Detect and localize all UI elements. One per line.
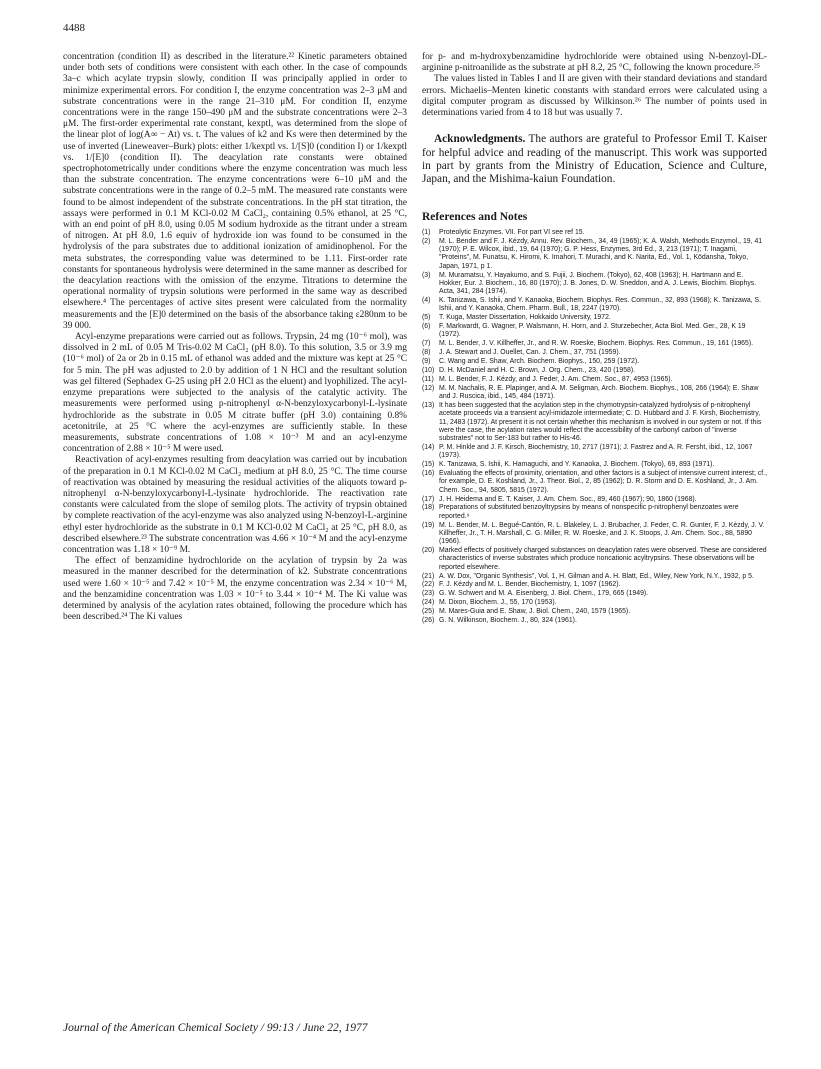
references-title: References and Notes <box>422 210 528 223</box>
page-number: 4488 <box>63 22 85 34</box>
reference-text: K. Tanizawa, S. Ishii, and Y. Kanaoka, Biochem. Biophys. Res. Commun., 32, 893 (1968); K. Tanizawa, S. Ishii, and Y. Kanaoka, Chem. Pharm. Bull., 18, 2247 (1970). <box>439 297 761 313</box>
reference-item <box>422 402 767 443</box>
reference-number: (11) <box>422 375 434 383</box>
reference-number: (14) <box>422 443 435 451</box>
reference-text: Evaluating the effects of proximity, orientation, and other factors is a subject of intensive current interest; cf., for example, D. E. Koshland, Jr., J. Theor. Biol., 2, 85 (1962); D. R. Storm and D. E. Koshland, Jr., J. Am. Chem. Soc., 94, 5805, 5815 (1972). <box>439 470 767 494</box>
reference-text: M. Dixon, Biochem. J., 55, 170 (1953). <box>439 599 557 607</box>
reference-text: T. Kuga, Master Dissertation, Hokkaido University, 1972. <box>439 314 611 322</box>
reference-item <box>422 461 767 469</box>
reference-text: J. A. Stewart and J. Ouellet, Can. J. Chem., 37, 751 (1959). <box>439 349 621 357</box>
paragraph-benzamidine-effect: The effect of benzamidine hydrochloride on the acylation of trypsin by 2a was measured in the manner described for the determination of k2. Substrate concentrations used were 1.60 × 10⁻⁵ and 7.42 × 10⁻⁵ M, the enzyme concentration was 2.34 × 10⁻⁶ M, and the benzamidine concentration was 1.03 × 10⁻⁵ to 3.44 × 10⁻⁴ M. The Ki value was determined by analysis of the acylation rates obtained, following the procedure which has been described.²⁴ The Ki values <box>63 556 407 623</box>
references-list <box>422 229 767 626</box>
reference-item <box>422 470 767 495</box>
reference-item <box>422 367 767 375</box>
paragraph-acyl-enzyme-preparation: Acyl-enzyme preparations were carried out as follows. Trypsin, 24 mg (10⁻⁶ mol), was dissolved in 2 mL of 0.05 M Tris-0.02 M CaCl₂ (pH 8.0). To this solution, 3.5 or 3.9 mg (10⁻⁶ mol) of 2a or 2b in 0.15 mL of ethanol was added and the mixture was kept at 25 °C for 5 min. The pH was adjusted to 2.0 by addition of 1 N HCl and the resultant solution was gel filtered (Sephadex G-25 using pH 2.0 HCl as the eluent) and lyophilized. The acyl-enzyme preparations were subjected to the analysis of the catalytic activity. The measurements were performed using p-nitrophenyl α-N-benzyloxycarbonyl-L-lysinate hydrochloride as the substrate in 0.05 M citrate buffer (pH 3.0) containing 0.8% acetonitrile, at 25 °C where the acyl-enzymes are sufficiently stable. In these measurements, substrate concentrations of 1.08 × 10⁻³ M and an acyl-enzyme concentration of 2.88 × 10⁻⁵ M were used. <box>63 332 407 455</box>
reference-item <box>422 340 767 348</box>
journal-footer: Journal of the American Chemical Society / 99:13 / June 22, 1977 <box>63 1022 368 1034</box>
reference-number: (15) <box>422 461 435 469</box>
reference-item <box>422 444 767 461</box>
reference-text: G. W. Schwert and M. A. Eisenberg, J. Biol. Chem., 179, 665 (1949). <box>439 590 649 598</box>
reference-text: M. L. Bender and F. J. Kézdy, Annu. Rev. Biochem., 34, 49 (1965); K. A. Walsh, Methods Enzymol., 19, 41 (1970); P. E. Wilcox, ibid., 19, 64 (1970); G. P. Hess, Enzymes, 3rd Ed., 3, 213 (1971); T. Inagami, "Proteins", M. Funatsu, K. Hiromi, K. Imahori, T. Murachi, and K. Narita, Ed., Vol. 1, Kōdansha, Tokyo, Japan, 1971, p 1. <box>439 237 763 270</box>
reference-number: (10) <box>422 366 435 374</box>
reference-item <box>422 573 767 581</box>
reference-item <box>422 617 767 625</box>
reference-item <box>422 522 767 547</box>
reference-number: (24) <box>422 599 435 607</box>
reference-item <box>422 581 767 589</box>
reference-number: (6) <box>422 323 431 331</box>
reference-item <box>422 323 767 340</box>
acknowledgments-text: The authors are grateful to Professor Emil T. Kaiser for helpful advice and reading of the manuscript. This work was supported in part by grants from the Ministry of Education, Science and Culture, Japan, and the Mishima-kaiun Foundation. <box>422 133 767 186</box>
reference-item <box>422 590 767 598</box>
reference-number: (8) <box>422 349 431 357</box>
reference-number: (1) <box>422 228 431 236</box>
reference-number: (23) <box>422 590 435 598</box>
acknowledgments <box>422 133 767 187</box>
reference-number: (16) <box>422 470 435 478</box>
reference-text: K. Tanizawa, S. Ishii, K. Hamaguchi, and Y. Kanaoka, J. Biochem. (Tokyo), 69, 893 (1971). <box>439 461 715 469</box>
reference-item <box>422 496 767 504</box>
paragraph-kinetic-conditions: concentration (condition II) as described in the literature.²² Kinetic parameters obtained under both sets of conditions were consistent with each other. In the case of compounds 3a–c which acylate trypsin slowly, condition II was principally applied in order to minimize experimental errors. For condition I, the enzyme concentration was 2–3 μM and substrate concentrations were in the range 21–310 μM. For condition II, enzyme concentrations were in the range 150–490 μM and the substrate concentrations were 2–3 μM. The first-order experimental rate constant, kexptl, was determined from the slope of the linear plot of log(A∞ − At) vs. t. The values of k2 and Ks were then determined by the use of inverted (Lineweaver–Burk) plots: either 1/kexptl vs. 1/[S]0 (condition I) or 1/kexptl vs. 1/[E]0 (condition II). The deacylation rate constants were obtained spectrophotometrically under conditions where the enzyme concentration was much less than the substrate concentration. The enzyme concentrations were 6–10 μM and the substrate concentrations were in the range of 0.2–5 mM. The measured rate constants were found to be almost independent of the substrate concentrations. In the pH stat titration, the assays were performed in 0.1 M KCl-0.02 M CaCl₂, containing 0.5% ethanol, at 25 °C, with an end point of pH 8.0, using 0.05 M sodium hydroxide as the titrant under a stream of nitrogen. At pH 8.0, 1.6 equiv of hydroxide ion was found to be consumed in the hydrolysis of the para substrates due to additional ionization of amidinophenol. For the meta substrates, the corresponding value was determined to be 1.11. First-order rate constants for spontaneous hydrolysis were determined in the same manner as described for the deacylation reactions with the omission of the enzyme. Titrations to determine the operational normality of trypsin solutions were performed in the same way as described elsewhere.⁴ The percentages of active sites present were calculated from the normality measurements and the [E]0 determined on the basis of the absorbance taking ε280nm to be 39 000. <box>63 52 407 331</box>
reference-text: It has been suggested that the acylation step in the chymotrypsin-catalyzed hydrolysis of p-nitrophenyl acetate proceeds via a transient acyl-imidazole intermediate; C. D. Hubbard and J. F. Kirsh, Biochemistry, 11, 2483 (1972). At present it is not certain whether this mechanism is involved in our system or not. If this were the case, the acylation rates would reflect the accessibility of the carbonyl carbon of "inverse substrates" not to Ser-183 but rather to His-46. <box>439 401 762 443</box>
reference-item <box>422 238 767 271</box>
reference-text: Preparations of substituted benzoyltrypsins by means of nonspecific p-nitrophenyl benzoates were reported.⁹ <box>439 504 739 520</box>
paragraph-reactivation: Reactivation of acyl-enzymes resulting from deacylation was carried out by incubation of the preparation in 0.1 M KCl-0.02 M CaCl₂ medium at pH 8.0, 25 °C. The time course of reactivation was obtained by measuring the residual activities of the aliquots toward p-nitrophenyl α-N-benzyloxycarbonyl-L-lysinate hydrochloride. The reactivation rate constants were calculated from the slope of semilog plots. The activity of trypsin obtained by complete reactivation of the acyl-enzyme was also analyzed using N-benzoyl-L-arginine ethyl ester hydrochloride as the substrate in 0.1 M KCl-0.02 M CaCl₂ at 25 °C, pH 8.0, as described elsewhere.²³ The substrate concentration was 4.66 × 10⁻⁴ M and the acyl-enzyme concentration was 1.18 × 10⁻⁹ M. <box>63 455 407 555</box>
reference-number: (26) <box>422 617 435 625</box>
reference-item <box>422 358 767 366</box>
reference-item <box>422 297 767 314</box>
reference-item <box>422 349 767 357</box>
reference-text: F. J. Kézdy and M. L. Bender, Biochemistry, 1, 1097 (1962). <box>439 581 621 589</box>
reference-number: (7) <box>422 340 431 348</box>
reference-item <box>422 272 767 297</box>
reference-text: C. Wang and E. Shaw, Arch. Biochem. Biophys., 150, 259 (1972). <box>439 358 640 366</box>
reference-item <box>422 599 767 607</box>
acknowledgments-heading: Acknowledgments. <box>434 133 526 146</box>
reference-text: M. L. Bender, M. L. Begué-Cantón, R. L. Blakeley, L. J. Brubacher, J. Feder, C. R. Gunter, F. J. Kézdy, J. V. Killheffer, Jr., T. H. Marshall, C. G. Miller, R. W. Roeske, and J. K. Stoops, J. Am. Chem. Soc., 88, 5890 (1966). <box>439 521 765 546</box>
reference-item <box>422 547 767 572</box>
reference-item <box>422 608 767 616</box>
reference-number: (3) <box>422 271 431 279</box>
reference-number: (25) <box>422 608 435 616</box>
reference-number: (2) <box>422 237 431 245</box>
reference-item <box>422 229 767 237</box>
right-column <box>422 52 767 626</box>
reference-number: (20) <box>422 547 435 555</box>
reference-number: (17) <box>422 495 435 503</box>
reference-text: G. N. Wilkinson, Biochem. J., 80, 324 (1961). <box>439 617 577 625</box>
reference-item <box>422 385 767 402</box>
reference-text: M. L. Bender, J. V. Killheffer, Jr., and R. W. Roeske, Biochem. Biophys. Res. Commun., 19, 161 (1965). <box>439 340 754 348</box>
reference-item <box>422 376 767 384</box>
reference-item <box>422 314 767 322</box>
reference-text: M. Mares-Guia and E. Shaw, J. Biol. Chem., 240, 1579 (1965). <box>439 608 631 616</box>
paragraph-statistics: The values listed in Tables I and II are given with their standard deviations and standard errors. Michaelis–Menten kinetic constants with standard errors were calculated using a digital computer program as discussed by Wilkinson.²⁶ The number of points used in determinations varied from 4 to 18 but was usually 7. <box>422 74 767 119</box>
reference-text: F. Markwardt, G. Wagner, P. Walsmann, H. Horn, and J. Sturzebecher, Acta Biol. Med. Ger., 28, K 19 (1972). <box>439 323 746 339</box>
reference-text: J. H. Heidema and E. T. Kaiser, J. Am. Chem. Soc., 89, 460 (1967); 90, 1860 (1968). <box>439 495 697 503</box>
reference-number: (4) <box>422 297 431 304</box>
reference-number: (9) <box>422 358 431 366</box>
reference-text: M. M. Nachalis, R. E. Plapinger, and A. M. Seligman, Arch. Biochem. Biophys., 108, 266 (1964); E. Shaw and J. Ruscica, ibid., 145, 484 (1971). <box>439 384 759 401</box>
reference-text: A. W. Dox, "Organic Synthesis", Vol. 1, H. Gilman and A. H. Blatt, Ed., Wiley, New York, N.Y., 1932, p 5. <box>439 572 754 580</box>
reference-number: (12) <box>422 384 435 392</box>
reference-text: M. Muramatsu, Y. Hayakumo, and S. Fujii, J. Biochem. (Tokyo), 62, 408 (1963); H. Hartmann and E. Hokker, Eur. J. Biochem., 16, 80 (1970); J. B. Jones, D. W. Sneddon, and A. J. Lewis, Biochim. Biophys. Acta, 341, 284 (1974). <box>439 271 757 296</box>
reference-number: (21) <box>422 572 435 580</box>
reference-text: D. H. McDaniel and H. C. Brown, J. Org. Chem., 23, 420 (1958). <box>439 366 636 374</box>
reference-text: Proteolytic Enzymes. VII. For part VI see ref 15. <box>439 228 585 236</box>
reference-number: (5) <box>422 314 431 322</box>
reference-text: Marked effects of positively charged substances on deacylation rates were observed. These are considered characteristics of inverse substrates which produce noncationic acyltrypsins. These observations will be reported elsewhere. <box>439 547 767 571</box>
reference-number: (22) <box>422 581 435 589</box>
reference-text: P. M. Hinkle and J. F. Kirsch, Biochemistry, 10, 2717 (1971); J. Fastrez and A. R. Fersht, ibid., 12, 1067 (1973). <box>439 443 753 460</box>
paragraph-hydroxybenzamidine: for p- and m-hydroxybenzamidine hydrochloride were obtained using N-benzoyl-DL-arginine p-nitroanilide as the substrate at pH 8.2, 25 °C, following the known procedure.²⁵ <box>422 52 767 74</box>
left-column <box>63 52 407 623</box>
reference-number: (19) <box>422 521 435 529</box>
reference-number: (18) <box>422 504 435 512</box>
reference-text: M. L. Bender, F. J. Kézdy, and J. Feder, J. Am. Chem. Soc., 87, 4953 (1965). <box>439 375 673 383</box>
reference-item <box>422 504 767 521</box>
reference-number: (13) <box>422 401 435 409</box>
